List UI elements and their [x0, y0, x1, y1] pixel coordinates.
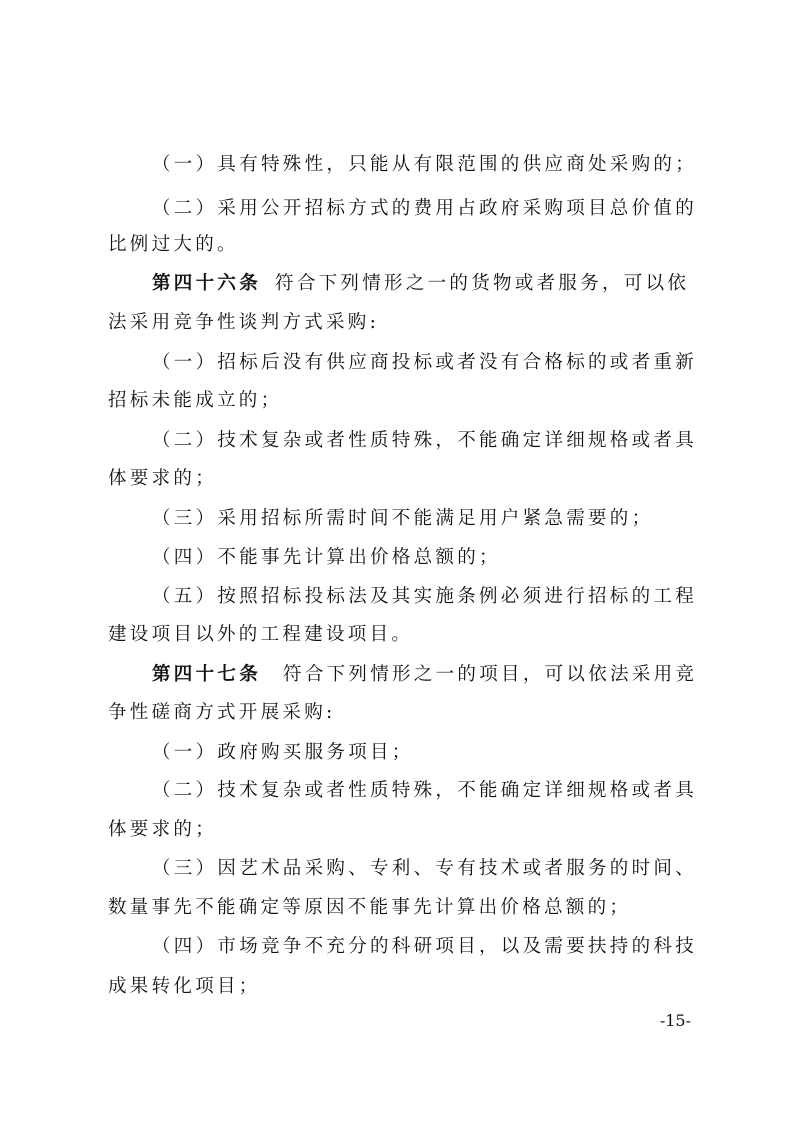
paragraph-line: 建设项目以外的工程建设项目。: [108, 624, 414, 645]
paragraph-line: （四）不能事先计算出价格总额的；: [152, 547, 501, 568]
paragraph-line: （四）市场竞争不充分的科研项目，以及需要扶持的科技: [152, 936, 698, 957]
paragraph-line: （一）具有特殊性，只能从有限范围的供应商处采购的；: [152, 154, 698, 175]
paragraph-line: 数量事先不能确定等原因不能事先计算出价格总额的；: [108, 897, 632, 918]
paragraph-line: （一）招标后没有供应商投标或者没有合格标的或者重新: [152, 352, 698, 373]
paragraph-line: 体要求的；: [108, 468, 218, 489]
paragraph-line: （二）技术复杂或者性质特殊，不能确定详细规格或者具: [152, 780, 698, 801]
paragraph-line: （二）技术复杂或者性质特殊，不能确定详细规格或者具: [152, 430, 698, 451]
article-47-line: [152, 663, 697, 687]
article-46-line: [152, 272, 689, 296]
paragraph-line: （三）采用招标所需时间不能满足用户紧急需要的；: [152, 508, 654, 529]
paragraph-line: 招标未能成立的；: [108, 390, 283, 411]
page-number: -15-: [659, 1011, 691, 1030]
article-46-text: 符合下列情形之一的货物或者服务，可以依: [275, 273, 690, 294]
paragraph-line: 争性磋商方式开展采购:: [108, 702, 336, 723]
paragraph-line: 法采用竞争性谈判方式采购:: [108, 312, 380, 333]
paragraph-line: 比例过大的。: [108, 234, 239, 255]
paragraph-line: （五）按照招标投标法及其实施条例必须进行招标的工程: [152, 586, 698, 607]
paragraph-line: 成果转化项目；: [108, 976, 261, 997]
paragraph-line: （二）采用公开招标方式的费用占政府采购项目总价值的: [152, 198, 698, 219]
article-46-title: 第四十六条: [152, 273, 262, 294]
paragraph-line: （三）因艺术品采购、专利、专有技术或者服务的时间、: [152, 858, 698, 879]
article-47-title: 第四十七条: [152, 664, 262, 685]
article-47-text: 符合下列情形之一的项目，可以依法采用竞: [283, 664, 698, 685]
paragraph-line: （一）政府购买服务项目；: [152, 742, 414, 763]
paragraph-line: 体要求的；: [108, 819, 218, 840]
